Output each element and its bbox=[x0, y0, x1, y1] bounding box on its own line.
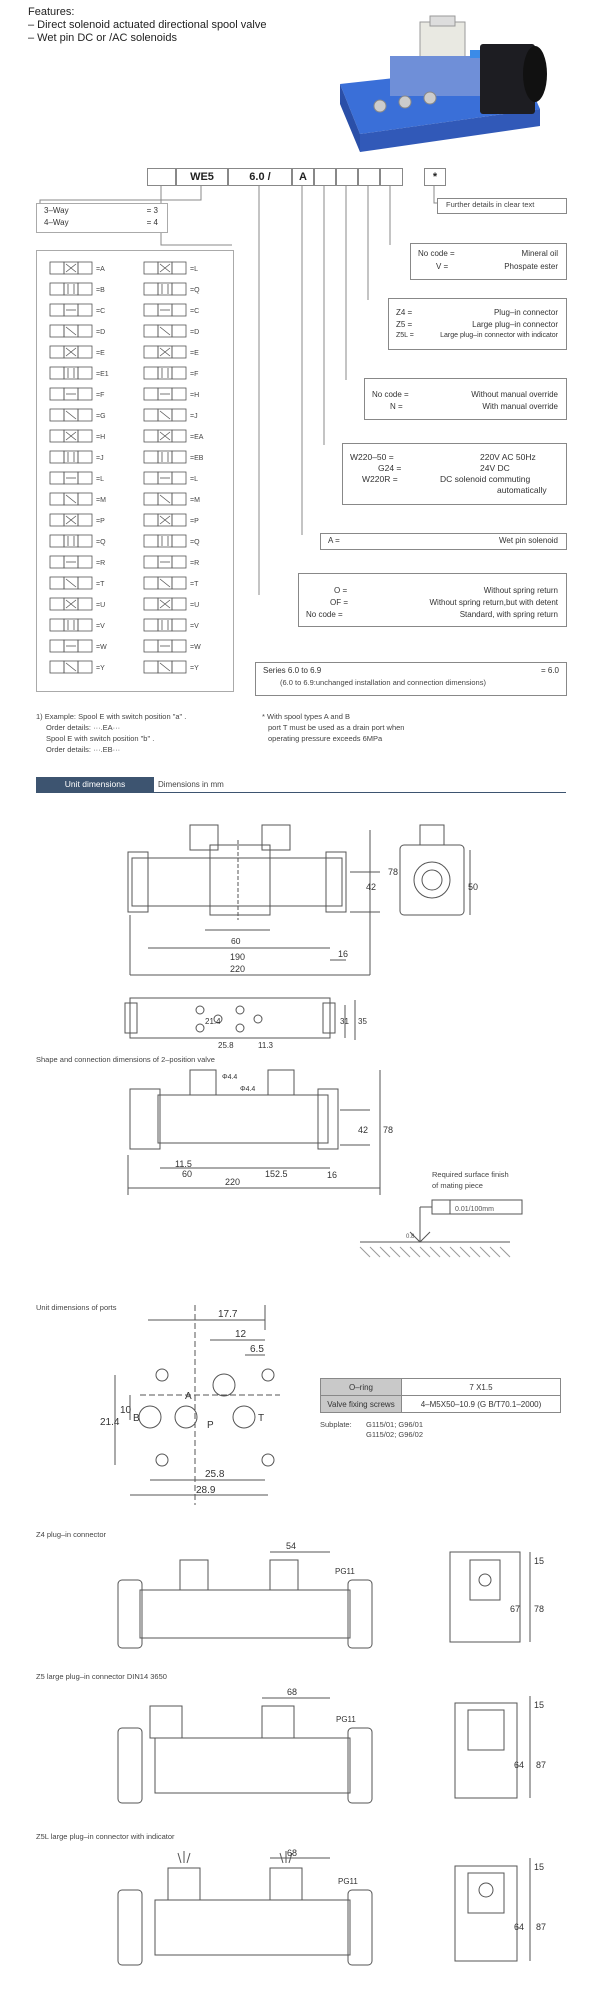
voltage-desc: 220V AC 50Hz bbox=[480, 452, 536, 462]
spool-symbol-right bbox=[144, 577, 199, 589]
dim-190: 190 bbox=[230, 952, 246, 962]
z5-dim-64: 64 bbox=[514, 1760, 525, 1770]
z5l-dim-64: 64 bbox=[514, 1922, 525, 1932]
spool-symbol-right bbox=[144, 493, 200, 505]
spool-symbol-left bbox=[50, 283, 105, 295]
dim-25-8: 25.8 bbox=[218, 1041, 234, 1050]
spool-label: =Q bbox=[96, 539, 106, 546]
fluid-option: No code = Mineral oil bbox=[418, 249, 558, 258]
spool-label: =M bbox=[190, 497, 200, 504]
spool-symbol-right bbox=[144, 619, 199, 631]
z5l-dim-87: 87 bbox=[536, 1922, 547, 1932]
spool-symbol-left bbox=[50, 346, 105, 358]
spool-symbol-right bbox=[144, 325, 199, 337]
z4-dim-67: 67 bbox=[510, 1604, 521, 1614]
valve-drawing-side bbox=[0, 800, 603, 1060]
port-dim-12: 12 bbox=[235, 1329, 247, 1340]
spool-label: =E bbox=[96, 350, 105, 357]
voltage-code: W220R = bbox=[362, 474, 398, 484]
override-option: N = With manual override bbox=[390, 402, 558, 411]
dim-220: 220 bbox=[225, 1177, 241, 1187]
spool-symbol-left bbox=[50, 430, 105, 442]
section-2-title: Shape and connection dimensions of 2–position valve bbox=[36, 1055, 215, 1064]
spool-label: =U bbox=[96, 602, 106, 609]
further-details-text: Further details in clear text bbox=[446, 200, 535, 209]
feature-item: – Direct solenoid actuated directional spool valve bbox=[28, 19, 267, 31]
spool-symbol-left bbox=[50, 388, 104, 400]
dim-11-3: 11.3 bbox=[258, 1041, 273, 1050]
z5-drawing bbox=[0, 1688, 603, 1808]
voltage-desc: DC solenoid commuting bbox=[440, 474, 531, 484]
spool-label: =E bbox=[190, 350, 199, 357]
spool-symbol-right bbox=[144, 409, 198, 421]
spool-symbol-right bbox=[144, 640, 201, 652]
dim-11-5: 11.5 bbox=[175, 1159, 192, 1169]
ports-title: Unit dimensions of ports bbox=[36, 1303, 117, 1312]
spool-symbol-left bbox=[50, 325, 105, 337]
spool-label: =Y bbox=[190, 665, 199, 672]
dim-50: 50 bbox=[468, 882, 479, 892]
dim-35: 35 bbox=[358, 1017, 367, 1026]
spool-label: =G bbox=[96, 413, 106, 420]
spool-label: =Y bbox=[96, 665, 105, 672]
z5-dim-68: 68 bbox=[287, 1687, 298, 1697]
z4-title: Z4 plug–in connector bbox=[36, 1530, 107, 1539]
spool-label: =P bbox=[96, 518, 105, 525]
spool-symbol-right bbox=[144, 535, 200, 547]
z5-title: Z5 large plug–in connector DIN14 3650 bbox=[36, 1672, 167, 1681]
spool-label: =B bbox=[96, 287, 105, 294]
dim-phi-4-4: Φ4.4 bbox=[222, 1074, 238, 1081]
connector-option: Z4 = Plug–in connector bbox=[396, 308, 558, 317]
z4-dim-15: 15 bbox=[534, 1556, 545, 1566]
spool-label: =L bbox=[190, 266, 198, 273]
spring-option: OF = Without spring return,but with detent bbox=[330, 598, 558, 607]
override-option: No code = Without manual override bbox=[372, 390, 558, 399]
voltage-desc: automatically bbox=[497, 485, 547, 495]
connector-option: Z5 = Large plug–in connector bbox=[396, 320, 558, 329]
spool-symbol-right bbox=[144, 451, 204, 463]
dim-31: 31 bbox=[340, 1017, 349, 1026]
feature-item: – Wet pin DC or /AC solenoids bbox=[28, 32, 177, 44]
port-dim-21-4: 21.4 bbox=[100, 1417, 120, 1428]
z4-pg11: PG11 bbox=[335, 1567, 355, 1576]
port-p: P bbox=[207, 1420, 214, 1431]
spool-symbol-right bbox=[144, 472, 198, 484]
code-cell-solenoid: A bbox=[291, 168, 315, 186]
subplate-label: Subplate: bbox=[320, 1420, 352, 1429]
spool-label: =L bbox=[190, 476, 198, 483]
spool-label: =F bbox=[96, 392, 105, 399]
fluid-option: V = Phospate ester bbox=[436, 262, 558, 271]
spool-symbol-left bbox=[50, 619, 105, 631]
code-cell-we5: WE5 bbox=[175, 168, 229, 186]
spool-symbol-left bbox=[50, 556, 105, 568]
note-left: 1) Example: Spool E with switch position "a" . bbox=[36, 712, 187, 721]
spool-symbols bbox=[36, 250, 232, 690]
connector-option: Z5L = Large plug–in connector with indicator bbox=[396, 332, 558, 339]
spool-symbol-left bbox=[50, 262, 105, 274]
oring-table bbox=[320, 1378, 561, 1413]
spool-symbol-right bbox=[144, 388, 199, 400]
spool-symbol-right bbox=[144, 556, 199, 568]
spool-label: =Q bbox=[190, 287, 200, 294]
override-options-box bbox=[364, 378, 567, 420]
code-cell-star: * bbox=[424, 168, 446, 186]
spool-label: =C bbox=[96, 308, 106, 315]
z5l-drawing bbox=[0, 1848, 603, 1998]
spring-option: No code = Standard, with spring return bbox=[306, 610, 558, 619]
z5l-pg11: PG11 bbox=[338, 1877, 358, 1886]
z5-dim-87: 87 bbox=[536, 1760, 547, 1770]
port-a: A bbox=[185, 1391, 192, 1402]
spool-symbol-left bbox=[50, 367, 109, 379]
dim-60: 60 bbox=[182, 1169, 193, 1179]
features-title: Features: bbox=[28, 6, 75, 18]
subplate-1: G115/01; G96/01 bbox=[366, 1420, 423, 1429]
spool-label: =W bbox=[96, 644, 107, 651]
spool-label: =W bbox=[190, 644, 201, 651]
spool-label: =EA bbox=[190, 434, 204, 441]
spool-symbol-left bbox=[50, 661, 105, 673]
unit-dimensions-subtitle: Dimensions in mm bbox=[158, 780, 224, 789]
spool-label: =F bbox=[190, 371, 199, 378]
z4-dim-54: 54 bbox=[286, 1541, 297, 1551]
spool-symbol-left bbox=[50, 451, 104, 463]
spool-symbol-right bbox=[144, 304, 199, 316]
note-right: port T must be used as a drain port when bbox=[268, 723, 405, 732]
spool-label: =D bbox=[190, 329, 200, 336]
spool-label: =R bbox=[190, 560, 200, 567]
spool-label: =V bbox=[190, 623, 199, 630]
series-note: (6.0 to 6.9:unchanged installation and connection dimensions) bbox=[280, 678, 486, 687]
spool-symbol-right bbox=[144, 661, 199, 673]
surface-title: of mating piece bbox=[432, 1181, 483, 1190]
spool-symbol-left bbox=[50, 535, 106, 547]
port-dim-10: 10 bbox=[120, 1405, 132, 1416]
dim-42: 42 bbox=[358, 1125, 369, 1135]
spool-label: =T bbox=[96, 581, 105, 588]
spool-label: =E1 bbox=[96, 371, 109, 378]
spool-label: =A bbox=[96, 266, 105, 273]
ways-row: 3–Way = 3 bbox=[44, 206, 158, 215]
spool-label: =D bbox=[96, 329, 106, 336]
spool-label: =M bbox=[96, 497, 106, 504]
code-cell-series: 6.0 / bbox=[227, 168, 293, 186]
voltage-desc: 24V DC bbox=[480, 463, 510, 473]
spool-label: =V bbox=[96, 623, 105, 630]
table-row: O–ring 7 X1.5 bbox=[321, 1379, 561, 1396]
series-row: Series 6.0 to 6.9 = 6.0 bbox=[263, 666, 559, 675]
voltage-code: W220–50 = bbox=[350, 452, 394, 462]
unit-dimensions-tab: Unit dimensions bbox=[36, 777, 154, 792]
spool-label: =T bbox=[190, 581, 199, 588]
spool-label: =Q bbox=[190, 539, 200, 546]
spool-symbol-left bbox=[50, 577, 105, 589]
spool-label: =C bbox=[190, 308, 200, 315]
spool-label: =EB bbox=[190, 455, 204, 462]
spool-symbol-right bbox=[144, 262, 198, 274]
note-left: Spool E with switch position "b" . bbox=[46, 734, 155, 743]
spool-symbol-left bbox=[50, 598, 105, 610]
note-right: operating pressure exceeds 6MPa bbox=[268, 734, 383, 743]
surface-rough: 0.8 bbox=[406, 1234, 415, 1240]
z5-dim-15: 15 bbox=[534, 1700, 545, 1710]
port-dim-6-5: 6.5 bbox=[250, 1344, 264, 1355]
spool-label: =P bbox=[190, 518, 199, 525]
solenoid-option: A = Wet pin solenoid bbox=[328, 536, 558, 545]
port-b: B bbox=[133, 1413, 140, 1424]
spool-symbol-right bbox=[144, 514, 199, 526]
dim-220: 220 bbox=[230, 964, 246, 974]
dim-42: 42 bbox=[366, 882, 377, 892]
subplate-2: G115/02; G96/02 bbox=[366, 1430, 423, 1439]
spool-symbol-left bbox=[50, 304, 105, 316]
spool-symbol-right bbox=[144, 283, 200, 295]
dim-21-4: 21.4 bbox=[205, 1017, 221, 1026]
port-t: T bbox=[258, 1413, 265, 1424]
surface-title: Required surface finish bbox=[432, 1170, 509, 1179]
port-dim-25-8: 25.8 bbox=[205, 1469, 225, 1480]
z5l-title: Z5L large plug–in connector with indicator bbox=[36, 1832, 175, 1841]
spool-symbol-right bbox=[144, 367, 198, 379]
dim-phi-4-4: Φ4.4 bbox=[240, 1086, 256, 1093]
z4-drawing bbox=[0, 1540, 603, 1650]
z5l-dim-15: 15 bbox=[534, 1862, 545, 1872]
dim-78: 78 bbox=[383, 1125, 394, 1135]
table-row: Valve fixing screws 4–M5X50–10.9 (G B/T70.1–2000) bbox=[321, 1396, 561, 1413]
note-left: Order details: ···.EA··· bbox=[46, 723, 121, 732]
spool-symbol-right bbox=[144, 346, 199, 358]
port-dim-17-7: 17.7 bbox=[218, 1309, 238, 1320]
spool-symbol-right bbox=[144, 598, 199, 610]
dim-16: 16 bbox=[338, 949, 349, 959]
port-dim-28-9: 28.9 bbox=[196, 1485, 216, 1496]
z5-pg11: PG11 bbox=[336, 1715, 356, 1724]
dim-60: 60 bbox=[231, 936, 241, 946]
spool-label: =U bbox=[190, 602, 200, 609]
z4-dim-78: 78 bbox=[534, 1604, 545, 1614]
spring-option: O = Without spring return bbox=[334, 586, 558, 595]
spool-label: =R bbox=[96, 560, 106, 567]
surface-spec: 0.01/100mm bbox=[455, 1206, 494, 1213]
voltage-code: G24 = bbox=[378, 463, 402, 473]
spool-symbol-left bbox=[50, 409, 106, 421]
spool-symbol-left bbox=[50, 472, 104, 484]
spool-label: =L bbox=[96, 476, 104, 483]
spool-symbol-left bbox=[50, 493, 106, 505]
spool-symbol-left bbox=[50, 640, 107, 652]
spool-label: =H bbox=[96, 434, 106, 441]
spool-symbol-right bbox=[144, 430, 204, 442]
ways-row: 4–Way = 4 bbox=[44, 218, 158, 227]
surface-finish-symbol bbox=[360, 1192, 560, 1272]
dim-78: 78 bbox=[388, 867, 399, 877]
note-left: Order details: ···.EB··· bbox=[46, 745, 121, 754]
dim-152-5: 152.5 bbox=[265, 1169, 288, 1179]
spool-label: =J bbox=[96, 455, 104, 462]
spool-label: =H bbox=[190, 392, 200, 399]
z5l-dim-68: 68 bbox=[287, 1848, 298, 1858]
spool-label: =J bbox=[190, 413, 198, 420]
dim-16: 16 bbox=[327, 1170, 338, 1180]
note-right: * With spool types A and B bbox=[262, 712, 350, 721]
valve-drawing-2pos bbox=[0, 1065, 603, 1195]
spool-symbol-left bbox=[50, 514, 105, 526]
